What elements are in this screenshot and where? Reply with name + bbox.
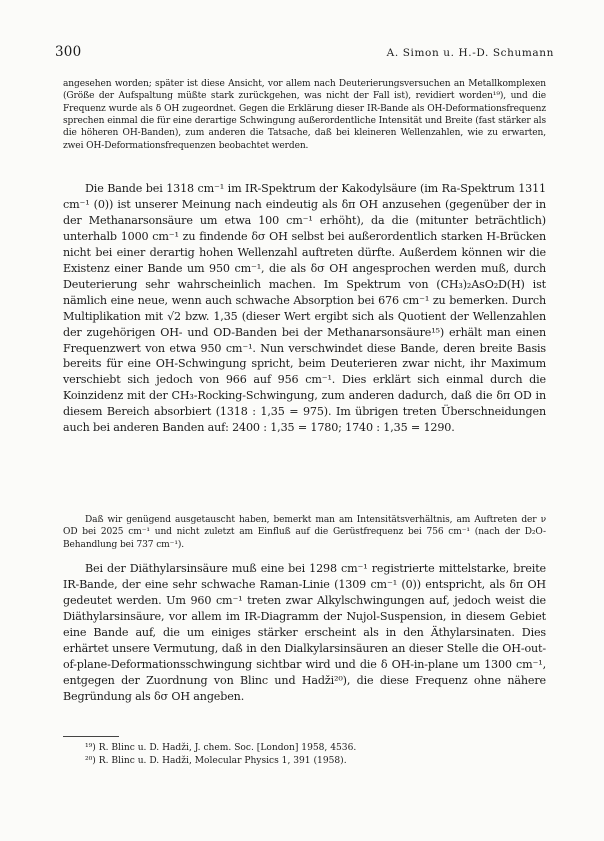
running-title: A. Simon u. H.-D. Schumann <box>386 47 554 59</box>
small-paragraph-continuation <box>63 78 546 152</box>
small-text-2: Daß wir genügend ausgetauscht haben, bemerkt man am Intensitätsverhältnis, am Auftreten der ν OD bei 2025 cm⁻¹ und nicht zuletzt am Einfluß auf die Gerüstfrequenz bei 756 cm⁻¹ (nach der D₂O-Behandlung bei 737 cm⁻¹). <box>63 515 546 550</box>
main-paragraph-kakodylsaeure <box>63 181 546 436</box>
body-text-2: Bei der Diäthylarsinsäure muß eine bei 1298 cm⁻¹ registrierte mittelstarke, breite IR-Bande, der eine sehr schwache Raman-Linie (1309 cm⁻¹ (0)) entspricht, als δπ OH gedeutet werden. Um 960 cm⁻¹ treten zwar Alkylschwingungen auf, jedoch weist die Diäthylarsinsäure, vor allem im IR-Diagramm der Nujol-Suspension, in diesem Gebiet eine Bande auf, die um einiges stärker erscheint als in den Äthylarsinaten. Dies erhärtet unsere Vermutung, daß in den Dialkylarsinsäuren an dieser Stelle die OH-out-of-plane-Deformationsschwingung sichtbar wird und die δ OH-in-plane um 1300 cm⁻¹, entgegen der Zuordnung von Blinc und Hadži²⁰), die diese Frequenz ohne nähere Begründung als δσ OH angeben. <box>63 562 546 703</box>
main-paragraph-diaethylarsinsaeure <box>63 561 546 705</box>
footnote-rule <box>63 736 119 737</box>
small-text-top: angesehen worden; später ist diese Ansicht, vor allem nach Deuterierungsversuchen an Metallkomplexen (Größe der Aufspaltung müßte stark zurückgehen, was nicht der Fall ist), revidiert worden¹⁹), und die Frequenz wurde als δ OH zugeordnet. Gegen die Erklärung dieser IR-Bande als OH-Deformationsfrequenz sprechen einmal die für eine derartige Schwingung außerordentliche Intensität und Breite (fast stärker als die höheren OH-Banden), zum anderen die Tatsache, daß bei kleineren Wellenzahlen, wie zu erwarten, zwei OH-Deformationsfrequenzen beobachtet werden. <box>63 79 546 151</box>
footnotes <box>63 742 546 767</box>
footnote-19: ¹⁹) R. Blinc u. D. Hadži, J. chem. Soc. [London] 1958, 4536. <box>85 743 357 753</box>
small-paragraph-exchange-note <box>63 514 546 551</box>
body-text-1: Die Bande bei 1318 cm⁻¹ im IR-Spektrum der Kakodylsäure (im Ra-Spektrum 1311 cm⁻¹ (0)) ist unserer Meinung nach eindeutig als δπ OH anzusehen (gegenüber der in der Methanarsonsäure um etwa 100 cm⁻¹ erhöht), da die (mitunter beträchtlich) unterhalb 1000 cm⁻¹ zu findende δσ OH selbst bei außerordentlich starken H-Brücken nicht bei einer derartig hohen Wellenzahl auftreten dürfte. Außerdem können wir die Existenz einer Bande um 950 cm⁻¹, die als δσ OH angesprochen werden muß, durch Deuterierung sehr wahrscheinlich machen. Im Spektrum von (CH₃)₂AsO₂D(H) ist nämlich eine neue, wenn auch schwache Absorption bei 676 cm⁻¹ zu bemerken. Durch Multiplikation mit √2 bzw. 1,35 (dieser Wert ergibt sich als Quotient der Wellenzahlen der zugehörigen OH- und OD-Banden bei der Methanarsonsäure¹⁵) erhält man einen Frequenzwert von etwa 950 cm⁻¹. Nun verschwindet diese Bande, deren breite Basis bereits für eine OH-Schwingung spricht, beim Deuterieren zwar nicht, ihr Maximum verschiebt sich jedoch von 966 auf 956 cm⁻¹. Dies erklärt sich einmal durch die Koinzidenz mit der CH₃-Rocking-Schwingung, zum anderen dadurch, daß die δπ OD in diesem Bereich absorbiert (1318 : 1,35 = 975). Im übrigen treten Überschneidungen auch bei anderen Banden auf: 2400 : 1,35 = 1780; 1740 : 1,35 = 1290. <box>63 182 546 435</box>
running-header <box>55 44 554 60</box>
page-number: 300 <box>55 44 82 60</box>
footnote-20: ²⁰) R. Blinc u. D. Hadži, Molecular Physics 1, 391 (1958). <box>85 755 347 766</box>
